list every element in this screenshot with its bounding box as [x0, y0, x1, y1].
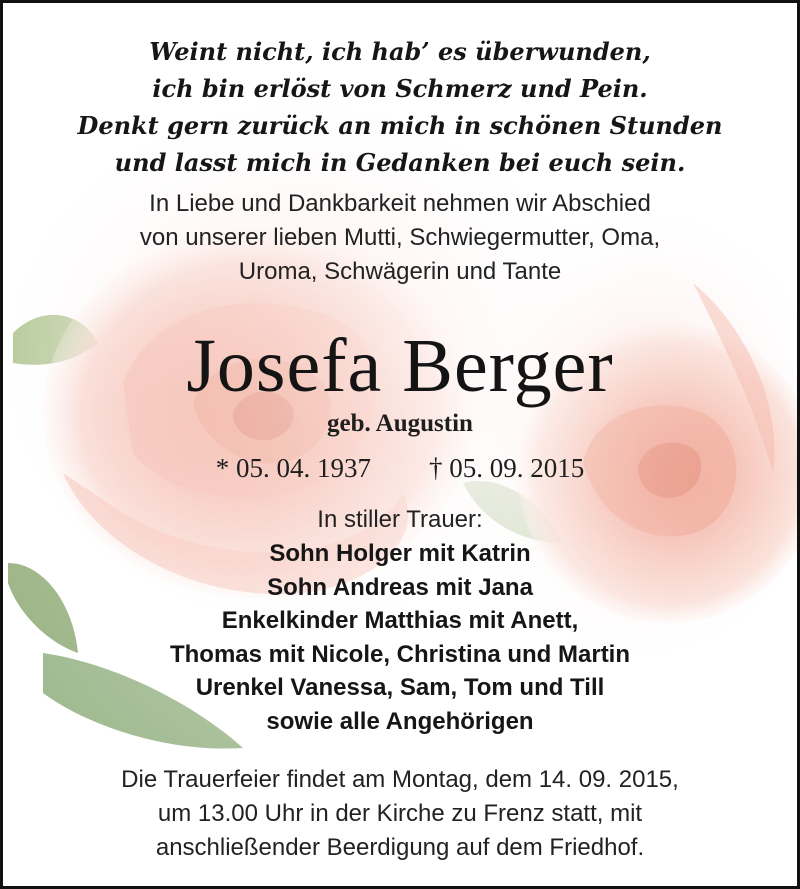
- funeral-line: anschließender Beerdigung auf dem Friedhof.: [155, 834, 645, 861]
- maiden-name: geb. Augustin: [327, 410, 473, 437]
- deceased-name: Josefa Berger: [186, 324, 614, 408]
- funeral-notice: [13, 763, 787, 865]
- intro-line: Uroma, Schwägerin und Tante: [238, 258, 562, 285]
- poem-line: und lasst mich in Gedanken bei euch sein.: [114, 148, 686, 177]
- life-dates: [3, 451, 797, 485]
- death-date: † 05. 09. 2015: [429, 453, 585, 483]
- funeral-line: um 13.00 Uhr in der Kirche zu Frenz statt, mit: [157, 800, 643, 827]
- farewell-intro: [23, 187, 777, 289]
- poem-line: Weint nicht, ich hab’ es überwunden,: [149, 37, 651, 66]
- mourner-line: Urenkel Vanessa, Sam, Tom und Till: [195, 674, 605, 701]
- mourner-line: Sohn Andreas mit Jana: [267, 573, 533, 601]
- poem-line: ich bin erlöst von Schmerz und Pein.: [152, 74, 648, 103]
- mourning-title: In stiller Trauer:: [317, 506, 483, 533]
- mourner-line: Thomas mit Nicole, Christina und Martin: [169, 640, 631, 668]
- birth-date: * 05. 04. 1937: [215, 453, 371, 483]
- intro-line: In Liebe und Dankbarkeit nehmen wir Abschied: [149, 190, 651, 217]
- intro-line: von unserer lieben Mutti, Schwiegermutter, Oma,: [139, 224, 661, 251]
- poem-line: Denkt gern zurück an mich in schönen Stunden: [77, 111, 723, 140]
- mourner-line: Sohn Holger mit Katrin: [269, 540, 531, 567]
- memorial-poem: [23, 33, 777, 181]
- mourners-list: [3, 537, 797, 738]
- mourner-line: Enkelkinder Matthias mit Anett,: [221, 607, 579, 634]
- mourner-line: sowie alle Angehörigen: [266, 707, 534, 735]
- funeral-line: Die Trauerfeier findet am Montag, dem 14. 09. 2015,: [121, 766, 679, 793]
